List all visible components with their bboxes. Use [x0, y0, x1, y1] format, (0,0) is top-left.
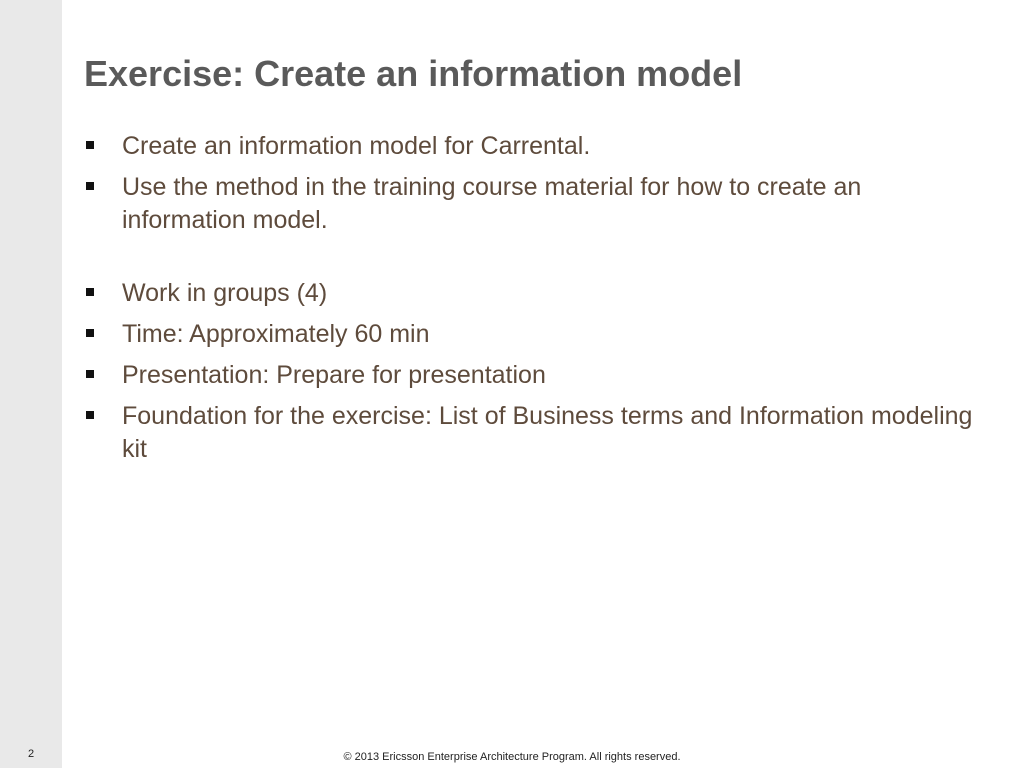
- bullet-item: [84, 359, 984, 392]
- square-bullet-icon: [86, 411, 94, 419]
- bullet-text: Presentation: Prepare for presentation: [122, 361, 546, 389]
- bullet-item: [84, 277, 984, 310]
- bullet-text: Time: Approximately 60 min: [122, 320, 430, 348]
- bullet-text: Foundation for the exercise: List of Business terms and Information modeling kit: [122, 402, 973, 463]
- side-band: [0, 0, 62, 768]
- bullet-item: [84, 130, 984, 163]
- bullet-text: Use the method in the training course material for how to create an information model.: [122, 173, 862, 234]
- square-bullet-icon: [86, 182, 94, 190]
- bullet-text: Work in groups (4): [122, 279, 328, 307]
- slide-title: Exercise: Create an information model: [84, 53, 743, 94]
- bullet-text: Create an information model for Carrental.: [122, 132, 591, 160]
- square-bullet-icon: [86, 288, 94, 296]
- footer: [0, 751, 1024, 763]
- bullet-item: [84, 400, 984, 466]
- square-bullet-icon: [86, 141, 94, 149]
- square-bullet-icon: [86, 370, 94, 378]
- bullet-item: [84, 318, 984, 351]
- bullet-item: [84, 171, 984, 237]
- square-bullet-icon: [86, 329, 94, 337]
- bullet-list: [84, 130, 984, 474]
- copyright-text: © 2013 Ericsson Enterprise Architecture Program. All rights reserved.: [343, 751, 681, 763]
- page-number: 2: [28, 748, 35, 760]
